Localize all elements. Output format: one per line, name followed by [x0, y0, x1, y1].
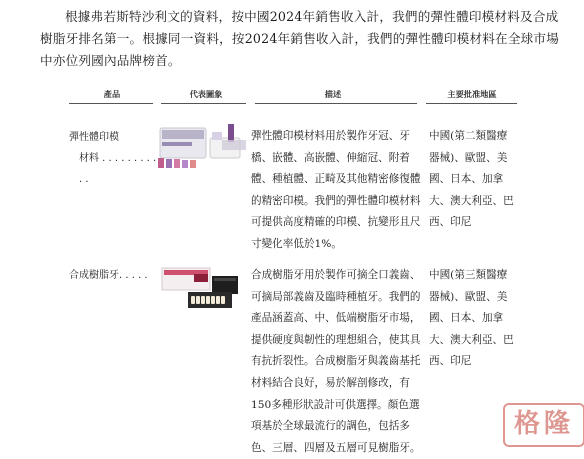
synthetic-resin-teeth-product-photo — [150, 262, 250, 314]
row2-markets: 中國(第三類醫療器械)、歐盟、美國、日本、加拿大、澳大利亞、巴西、印尼 — [429, 269, 514, 368]
watermark-logo: 格隆 — [503, 403, 584, 447]
header-markets: 主要批准地區 — [447, 89, 497, 99]
row1-markets: 中國(第二類醫療器械)、歐盟、美國、日本、加拿大、澳大利亞、巴西、印尼 — [429, 130, 514, 229]
intro-text: 根據弗若斯特沙利文的資料，按中國2024年銷售收入計，我們的彈性體印模材料及合成樹脂牙排名第一。根據同一資料，按2024年銷售收入計，我們的彈性體印模材料在全球市場中亦位列國內品牌榜首。 — [40, 9, 560, 68]
header-image: 代表圖象 — [189, 89, 223, 99]
row2-description: 合成樹脂牙用於製作可摘全口義齒、可摘局部義齒及臨時種植牙。我們的產品涵蓋高、中、低端樹脂牙市場，提供硬度與韌性的理想組合，使其具有抗折裂性。合成樹脂牙與義齒基托材料結合良好，易於解剖修改，有150多種形狀設計可供選擇。顏色選項基於全球最流行的調色，包括多色、三層、四層及五層可見樹脂牙。 — [251, 269, 421, 454]
header-rule-image — [161, 103, 246, 104]
row1-product-line2: 材料 . . . . . . . . . . . — [79, 153, 157, 185]
row1-product-line1: 彈性體印模 — [69, 132, 119, 143]
intro-paragraph — [40, 6, 560, 72]
row2-product — [69, 265, 159, 286]
header-rule-markets — [426, 103, 517, 104]
header-rule-description — [255, 103, 417, 104]
row1-description: 彈性體印模材料用於製作牙冠、牙橋、嵌體、高嵌體、伸縮冠、附着體、種植體、正畸及其他精密修復體的精密印模。我們的彈性體印模材料可提供高度精確的印模、抗變形且尺寸變化率低於1%。 — [251, 130, 421, 250]
header-description: 描述 — [324, 89, 342, 99]
impression-material-product-photo — [150, 120, 250, 170]
header-product: 產品 — [103, 89, 121, 99]
row1-product — [69, 127, 159, 190]
row2-product-line1: 合成樹脂牙. . . . . — [69, 270, 148, 281]
header-rule-product — [69, 103, 153, 104]
